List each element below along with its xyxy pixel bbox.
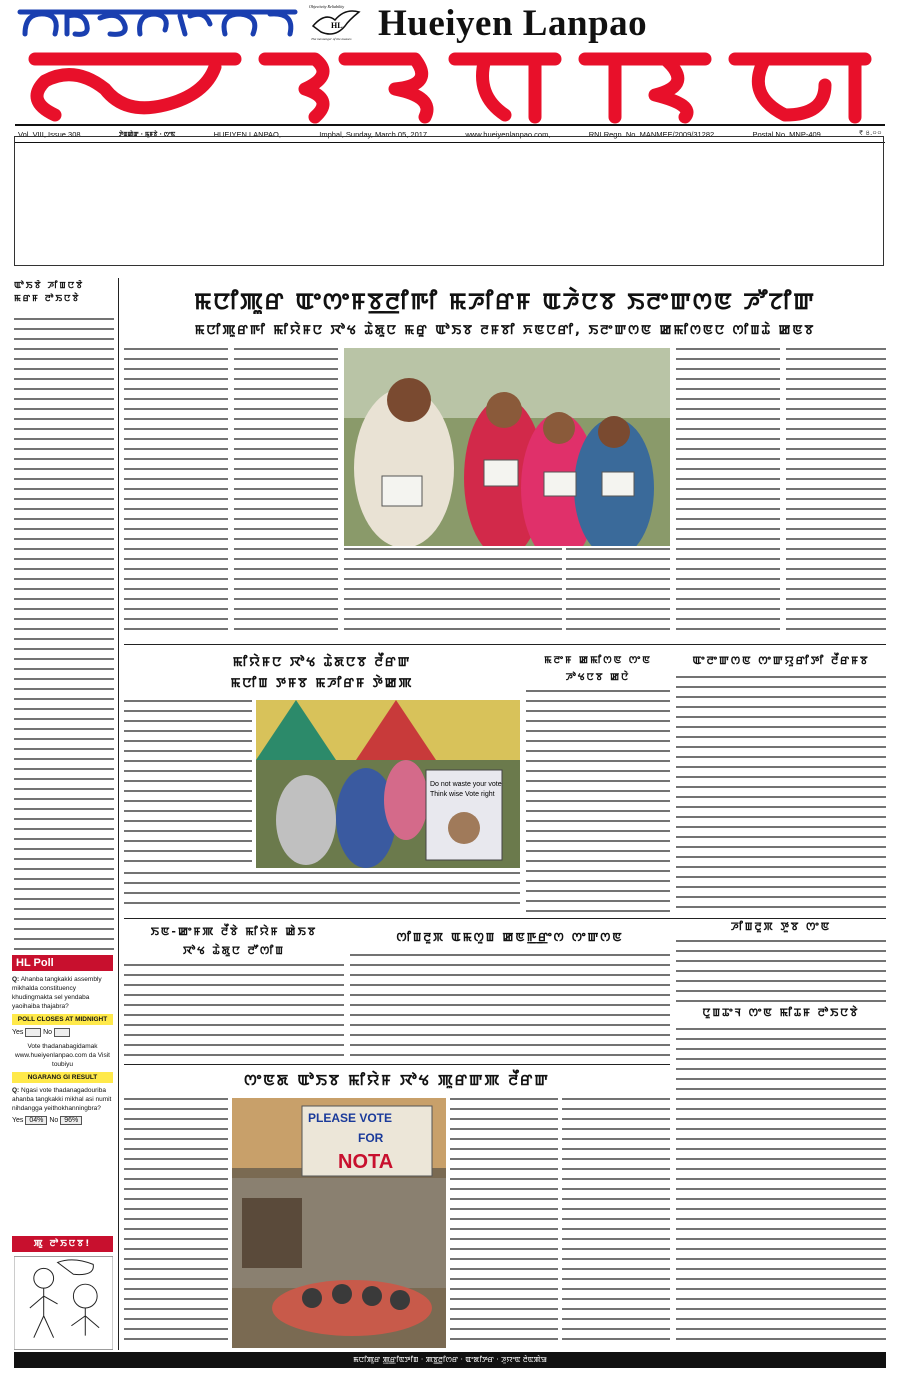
story2-text-bottom bbox=[124, 872, 520, 912]
poll-yes-option[interactable] bbox=[25, 1028, 41, 1037]
poll-closing: POLL CLOSES AT MIDNIGHT bbox=[12, 1014, 113, 1025]
dateline-meitei-1: ꯇꯥꯡꯀꯥꯛ · ꯃꯨꯝꯕꯥ · ꯁꯦꯟ bbox=[118, 131, 176, 138]
story4-headline: ꯑꯦꯂꯦꯛꯁꯟ ꯁꯦꯛꯌꯨꯔꯤꯇꯤ ꯂꯩꯔꯝꯕ bbox=[692, 654, 870, 667]
english-title: Hueiyen Lanpao bbox=[378, 3, 648, 44]
poll-no-option[interactable] bbox=[54, 1028, 70, 1037]
column-divider bbox=[118, 278, 119, 1350]
story9-text-col-2 bbox=[450, 1098, 558, 1348]
hl-poll: HL Poll Q: Ahanba tangkakki assembly mikhalda constituency khudingmakta sel yendaba yaoihaiba thajabra? POLL CLOSES AT MIDNIGHT Yes No Vote thadanabagidamak www.hueiyenlanpao.com da Visit toubiyu NGARANG GI RESULT Q: Ngasi vote thadanagadouriba ahanba tangkakki mikhal asi numit nihdangga yeithokhanningbra? Yes 04% No 96% bbox=[12, 957, 112, 1124]
section-rule-3 bbox=[124, 1064, 670, 1065]
paper-name: HUEIYEN LANPAO, bbox=[213, 129, 281, 139]
dove-logo-icon bbox=[305, 2, 365, 42]
masthead-small-logo bbox=[15, 4, 300, 44]
rni-number: RNI Regn. No. MANMEE/2009/31282 bbox=[588, 129, 715, 139]
lead-text-col-4 bbox=[566, 548, 670, 638]
story2-text-col-1 bbox=[124, 700, 252, 868]
footer-printline: ꯃꯅꯤꯄꯨꯔ ꯄ꯭ꯔꯤꯟꯇꯤꯡ · ꯄꯕ꯭ꯂꯤꯁꯔ · ꯑꯦꯗꯤꯇꯔ · ꯍꯨꯌꯦꯟ ꯂꯥꯟꯄꯥꯎ bbox=[14, 1352, 886, 1368]
postal-number: Postal No. MNP-409 bbox=[752, 129, 821, 139]
price: ₹ ৪.০০ bbox=[859, 128, 882, 137]
story4-text bbox=[676, 676, 886, 912]
advertisement-box bbox=[14, 136, 884, 266]
poll-yes-label: Yes bbox=[12, 1029, 24, 1036]
story8-headline: ꯅꯨꯡꯊꯦꯜ ꯁꯦꯟ ꯃꯤꯊꯝ ꯂꯣꯏꯅꯕꯥ bbox=[702, 1006, 860, 1019]
result-yes-pct: 04% bbox=[25, 1116, 47, 1125]
lead-photo-voters bbox=[344, 348, 670, 546]
lead-text-col-2 bbox=[234, 348, 338, 638]
story9-text-col-1 bbox=[124, 1098, 228, 1348]
story6-text bbox=[350, 954, 670, 1060]
nota-text-2: FOR bbox=[358, 1131, 384, 1145]
story2-photo-polling bbox=[256, 700, 520, 868]
poll-no-label: No bbox=[43, 1029, 53, 1036]
result-no-label: No bbox=[49, 1117, 59, 1124]
section-rule-1 bbox=[124, 644, 886, 645]
banner-text-2: Think wise Vote right bbox=[430, 791, 495, 798]
lead-text-col-1 bbox=[124, 348, 228, 638]
poll-title: HL Poll bbox=[12, 955, 113, 971]
result-no-pct: 96% bbox=[60, 1116, 82, 1125]
story3-headline: ꯃꯂꯦꯝ ꯀꯃꯤꯁꯟ ꯁꯦꯟ ꯍꯣꯠꯅꯕ ꯀꯅꯥ bbox=[544, 655, 652, 683]
banner-text-1: Do not waste your vote bbox=[430, 781, 502, 788]
poll-result-label: NGARANG GI RESULT bbox=[12, 1072, 113, 1083]
poll-result-question: Ngasi vote thadanagadouriba ahanba tangkakki mikhal asi numit nihdangga yeithokhanningbra? bbox=[12, 1087, 112, 1112]
sidebar-headline: ꯑꯣꯏꯕꯥ ꯍꯤꯡꯅꯕꯥ ꯃꯔꯝ ꯂꯣꯏꯅꯕꯥ bbox=[14, 281, 85, 304]
lead-subheadline: ꯃꯅꯤꯄꯨꯔꯒꯤ ꯃꯤꯌꯥꯝꯅ ꯋꯣꯠ ꯊꯥꯗꯨꯅ ꯃꯔꯨ ꯑꯣꯏꯕ ꯂꯝꯕꯤ ꯈꯟꯅꯔꯤ, ꯏꯂꯦꯛꯁꯟ ꯀꯃꯤꯁꯟꯅ ꯁꯤꯡꯊꯥ ꯀꯟꯕ bbox=[194, 323, 816, 338]
lead-text-col-6 bbox=[786, 348, 886, 638]
story9-headline: ꯁꯦꯟꯗ ꯑꯣꯏꯕ ꯃꯤꯌꯥꯝ ꯋꯣꯠ ꯄꯨꯔꯛꯄ ꯂꯩꯔꯛ bbox=[244, 1071, 550, 1089]
nota-text-1: PLEASE VOTE bbox=[308, 1111, 393, 1125]
result-yes-label: Yes bbox=[12, 1117, 24, 1124]
lead-text-col-5 bbox=[676, 348, 780, 638]
masthead bbox=[0, 0, 900, 139]
story3-text bbox=[526, 690, 670, 912]
story8-text bbox=[676, 1028, 886, 1348]
dove-mark: HL bbox=[331, 21, 343, 30]
story7-text bbox=[676, 940, 886, 1002]
lead-text-col-3 bbox=[344, 548, 562, 638]
masthead-main-logo bbox=[15, 45, 885, 125]
dove-tagline-2: The messenger of the masses bbox=[311, 37, 352, 41]
story9-text-col-3 bbox=[562, 1098, 670, 1348]
sidebar-article-text bbox=[14, 318, 114, 950]
volume-issue: Vol. VIII, Issue 308 bbox=[18, 129, 81, 139]
poll-question: Ahanba tangkakki assembly mikhalda constituency khudingmakta sel yendaba yaoihaiba thajabra? bbox=[12, 976, 102, 1010]
story5-headline: ꯏꯟ-ꯀꯦꯝꯄ ꯂꯩꯕꯥ ꯃꯤꯌꯥꯝ ꯀꯥꯏꯕ ꯋꯣꯠ ꯊꯥꯗꯨꯅ ꯂꯧꯁꯤꯡ bbox=[150, 925, 318, 957]
poll-vote-text: Vote thadanabagidamak www.hueiyenlanpao.com da Visit toubiyu bbox=[15, 1043, 110, 1068]
nota-text-3: NOTA bbox=[338, 1151, 394, 1173]
story5-text bbox=[124, 964, 344, 1060]
story9-photo-nota bbox=[232, 1098, 446, 1348]
place-date: Imphal, Sunday, March 05, 2017 bbox=[319, 129, 428, 139]
story2-headline: ꯃꯤꯌꯥꯝꯅ ꯋꯣꯠ ꯊꯥꯗꯅꯕ ꯂꯩꯔꯛ ꯃꯅꯤꯡ ꯇꯝꯕ ꯃꯍꯤꯔꯝ ꯇꯥꯀꯄ bbox=[230, 655, 414, 691]
cartoon-header: ꯄꯨ ꯂꯣꯏꯅꯕ! bbox=[12, 1236, 113, 1252]
cartoon-illustration bbox=[14, 1256, 113, 1350]
website: www.hueiyenlanpao.com, bbox=[465, 129, 551, 139]
story6-headline: ꯁꯤꯡꯂꯨꯞ ꯑꯃꯁꯨꯡ ꯀꯟꯒ꯭ꯔꯦꯁ ꯁꯦꯛꯁꯟ bbox=[396, 930, 624, 944]
poll-q-label: Q: bbox=[12, 976, 20, 983]
story7-headline: ꯍꯤꯡꯂꯨꯞ ꯇꯨꯕ ꯁꯦꯟ bbox=[730, 920, 832, 933]
dove-tagline-1: Objectivity Reliability bbox=[309, 4, 345, 9]
lead-headline: ꯃꯅꯤꯄꯨꯔ ꯑꯦꯁꯦꯝꯕ꯭ꯂꯤꯒꯤ ꯃꯍꯤꯔꯝ ꯑꯍꯥꯅꯕ ꯏꯂꯦꯛꯁꯟ ꯍꯧꯖꯤꯛ bbox=[194, 289, 816, 315]
